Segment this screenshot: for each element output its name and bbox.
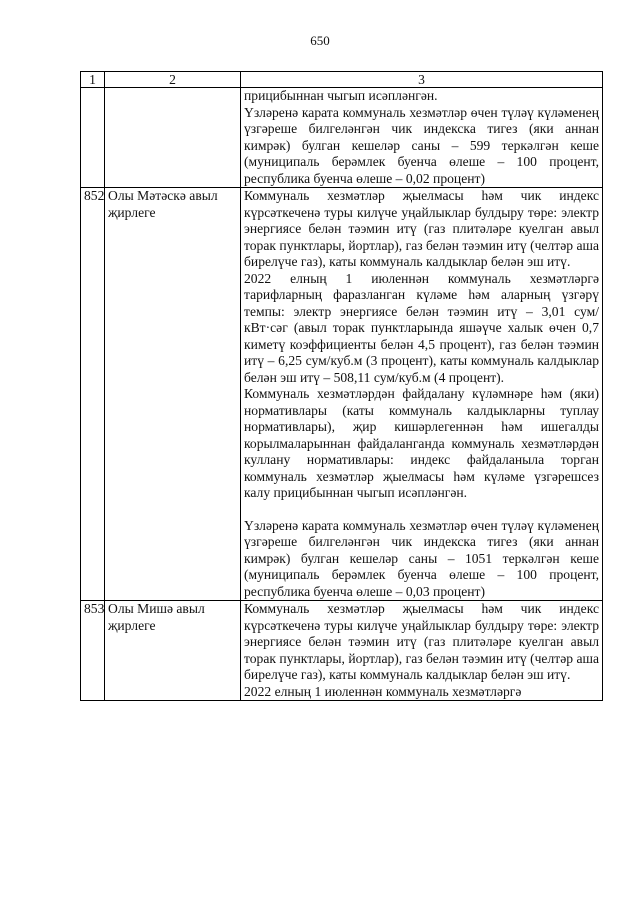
paragraph: 2022 елның 1 июленнән коммуналь хезмәтләргә [244, 683, 522, 699]
row-description [241, 188, 603, 601]
paragraph: Үзләренә карата коммуналь хезмәтләр өчен түләү күләменең үзгәреше билгеләнгән чик индекска тигез (яки аннан кимрәк) булган кешеләр саны – 599 теркәлгән кеше (муниципаль берәмлек буенча өлеше – 100 процент, республика буенча өлеше – 0,02 процент) [244, 104, 599, 186]
settlement-name [105, 88, 241, 188]
table-row [81, 188, 603, 601]
column-header-description: 3 [241, 72, 603, 88]
row-description [241, 601, 603, 701]
row-number: 852 [81, 188, 105, 601]
paragraph: 2022 елның 1 июленнән коммуналь хезмәтләргә тарифларның фаразланган күләме һәм аларның үзгәрү темпы: электр энергиясе белән тәэмин итү – 3,01 сум/кВт·сәг (авыл торак пунктларында яшәүче халык өчен 0,7 киметү коэффициенты белән 4,5 процент), газ белән тәэмин итү – 6,25 сум/куб.м (3 процент), каты коммуналь калдыклар белән эш итү – 508,11 сум/куб.м (4 процент). [244, 270, 599, 385]
paragraph: Коммуналь хезмәтләр җыелмасы һәм чик индекс күрсәткеченә туры килүче уңайлыклар булдыру төре: электр энергиясе белән тәэмин итү (газ плитәләре куелган авыл торак пунктлары, йортлар), газ белән тәэмин итү (челтәр аша бирелүче газ), каты коммуналь калдыклар белән эш итү. [244, 188, 599, 269]
column-header-number: 1 [81, 72, 105, 88]
paragraph: Коммуналь хезмәтләрдән файдалану күләмнәре һәм (яки) нормативлары (каты коммуналь калдыкларны туплау нормативлары), җир кишәрлегеннән һәм ишегалды корылмаларыннан файдаланганда коммуналь хезмәтләрдән куллану нормативлары: индекс файдаланыла торган коммуналь хезмәтләр җыелмасы һәм күләме үзгәрешсез калу прицибыннан чыгып исәпләнгән. [244, 386, 599, 500]
table-row [81, 601, 603, 701]
settlement-name: Олы Мәтәскә авыл җирлеге [105, 188, 241, 601]
settlement-name: Олы Мишә авыл җирлеге [105, 601, 241, 701]
document-table [80, 71, 603, 701]
paragraph: Коммуналь хезмәтләр җыелмасы һәм чик индекс күрсәткеченә туры килүче уңайлыклар булдыру төре: электр энергиясе белән тәэмин итү (газ плитәләре куелган авыл торак пунктлары, йортлар), газ белән тәэмин итү (челтәр аша бирелүче газ), каты коммуналь калдыклар белән эш итү. [244, 601, 599, 682]
paragraph: прицибыннан чыгып исәпләнгән. [244, 88, 438, 103]
table-row [81, 88, 603, 188]
row-number: 853 [81, 601, 105, 701]
row-number [81, 88, 105, 188]
paragraph: Үзләренә карата коммуналь хезмәтләр өчен түләү күләменең үзгәреше билгеләнгән чик индекска тигез (яки аннан кимрәк) булган кешеләр саны – 1051 теркәлгән кеше (муниципаль берәмлек буенча өлеше – 100 процент, республика буенча өлеше – 0,03 процент) [244, 517, 599, 599]
paragraph-gap [244, 502, 599, 518]
column-header-name: 2 [105, 72, 241, 88]
page-number: 650 [310, 33, 330, 48]
table-header-row [81, 72, 603, 88]
row-description [241, 88, 603, 188]
